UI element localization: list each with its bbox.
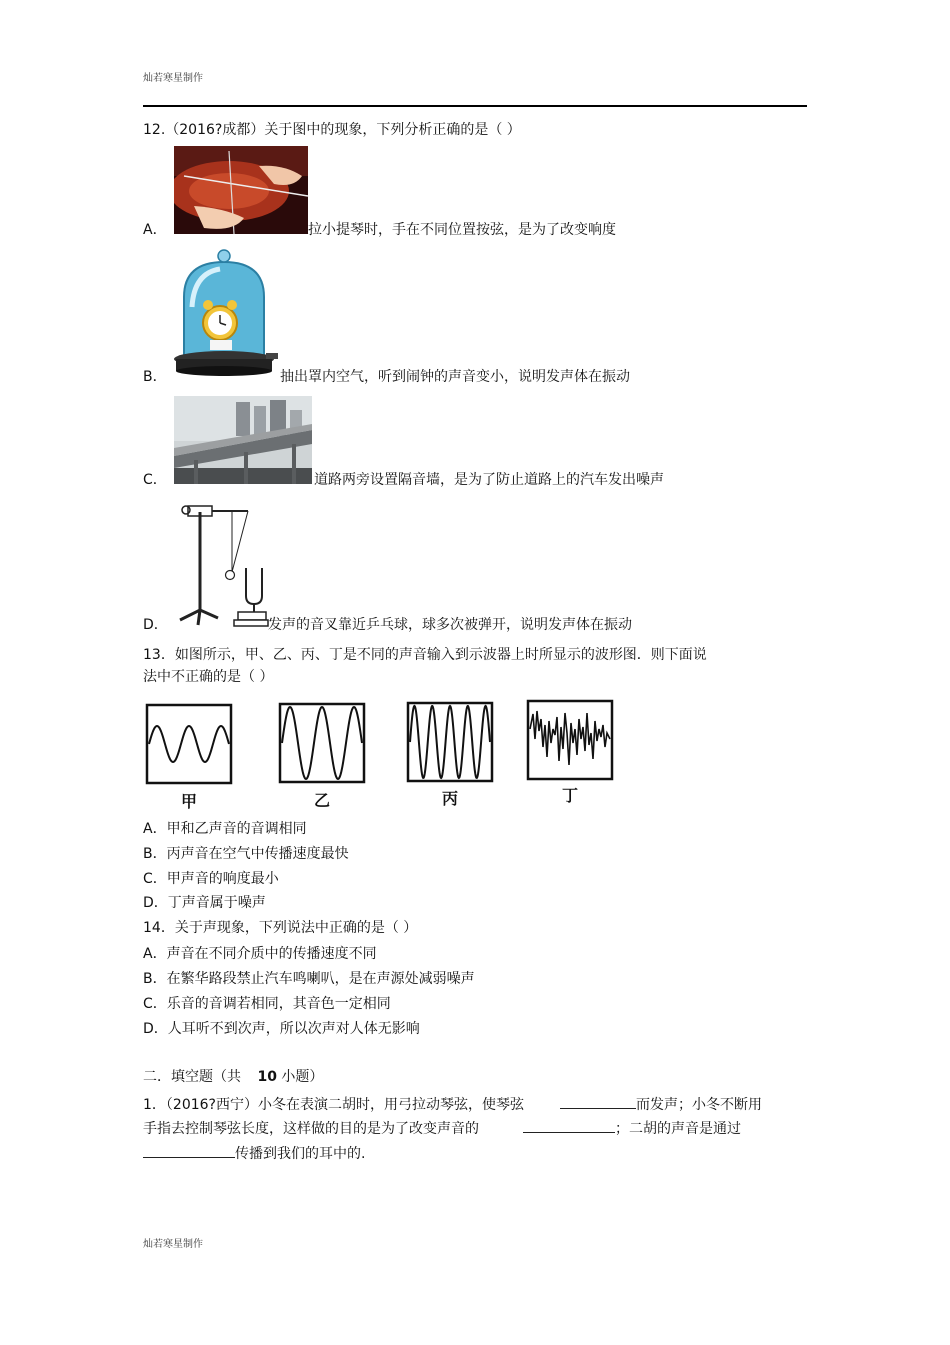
section2-prefix: 二．填空题（共 xyxy=(143,1069,241,1085)
wave-label-bing: 丙 xyxy=(441,789,458,808)
tuning-fork-image xyxy=(172,500,270,630)
fill1-blank-1[interactable] xyxy=(560,1093,636,1109)
q12-option-a-text: 拉小提琴时，手在不同位置按弦，是为了改变响度 xyxy=(308,222,616,238)
fill1-line1 xyxy=(143,1093,762,1115)
q13-option-a: A．甲和乙声音的音调相同 xyxy=(143,821,307,837)
q14-option-b: B．在繁华路段禁止汽车鸣喇叭，是在声源处减弱噪声 xyxy=(143,971,475,987)
q12-option-b-letter: B． xyxy=(143,369,167,385)
q13-stem-line1: 13．如图所示，甲、乙、丙、丁是不同的声音输入到示波器上时所显示的波形图．则下面说 xyxy=(143,647,707,663)
q13-option-c: C．甲声音的响度最小 xyxy=(143,871,279,887)
q13-option-d: D．丁声音属于噪声 xyxy=(143,895,266,911)
page-footer: 灿若寒星制作 xyxy=(143,1239,203,1250)
section2-count: 10 xyxy=(257,1069,277,1085)
fill1-blank-3[interactable] xyxy=(143,1142,235,1158)
fill1-line2-a: 手指去控制琴弦长度，这样做的目的是为了改变声音的 xyxy=(143,1121,479,1137)
fill1-line1-b: 而发声；小冬不断用 xyxy=(635,1097,762,1113)
page-header: 灿若寒星制作 xyxy=(143,73,203,84)
wave-label-ding: 丁 xyxy=(561,786,578,805)
wave-label-jia: 甲 xyxy=(180,792,197,811)
q14-option-d: D．人耳听不到次声，所以次声对人体无影响 xyxy=(143,1021,420,1037)
waveform-bing xyxy=(406,701,494,783)
q12-option-c-letter: C． xyxy=(143,472,167,488)
q12-option-c-text: 道路两旁设置隔音墙，是为了防止道路上的汽车发出噪声 xyxy=(314,472,664,488)
noise-barrier-image xyxy=(174,396,312,484)
q13-stem-line2: 法中不正确的是（ ） xyxy=(143,669,274,685)
section2-heading xyxy=(143,1067,323,1087)
waveform-jia xyxy=(145,703,233,785)
fill1-blank-2[interactable] xyxy=(523,1117,615,1133)
q13-option-b: B．丙声音在空气中传播速度最快 xyxy=(143,846,349,862)
q14-option-c: C．乐音的音调若相同，其音色一定相同 xyxy=(143,996,391,1012)
section2-suffix: 小题） xyxy=(281,1069,324,1085)
fill1-line2-b: ；二胡的声音是通过 xyxy=(615,1121,741,1137)
waveform-yi xyxy=(278,702,366,784)
q12-option-a-letter: A． xyxy=(143,222,167,238)
q12-option-b-text: 抽出罩内空气，听到闹钟的声音变小，说明发声体在振动 xyxy=(280,369,630,385)
fill1-line2 xyxy=(143,1117,741,1139)
fill1-line3-b: 传播到我们的耳中的. xyxy=(235,1146,366,1162)
violin-image xyxy=(174,146,308,234)
bell-jar-image xyxy=(170,247,278,381)
header-rule xyxy=(143,105,807,107)
wave-label-yi: 乙 xyxy=(313,791,330,810)
fill1-line1-a: 1．（2016?西宁）小冬在表演二胡时，用弓拉动琴弦，使琴弦 xyxy=(143,1097,524,1113)
q14-option-a: A．声音在不同介质中的传播速度不同 xyxy=(143,946,377,962)
q12-option-d-letter: D． xyxy=(143,617,168,633)
q14-stem: 14．关于声现象，下列说法中正确的是（ ） xyxy=(143,920,418,936)
q12-stem: 12.（2016?成都）关于图中的现象，下列分析正确的是（ ） xyxy=(143,122,521,138)
fill1-line3 xyxy=(143,1142,365,1164)
waveform-ding xyxy=(526,699,614,781)
q12-option-d-text: 发声的音叉靠近乒乓球，球多次被弹开，说明发声体在振动 xyxy=(268,617,632,633)
